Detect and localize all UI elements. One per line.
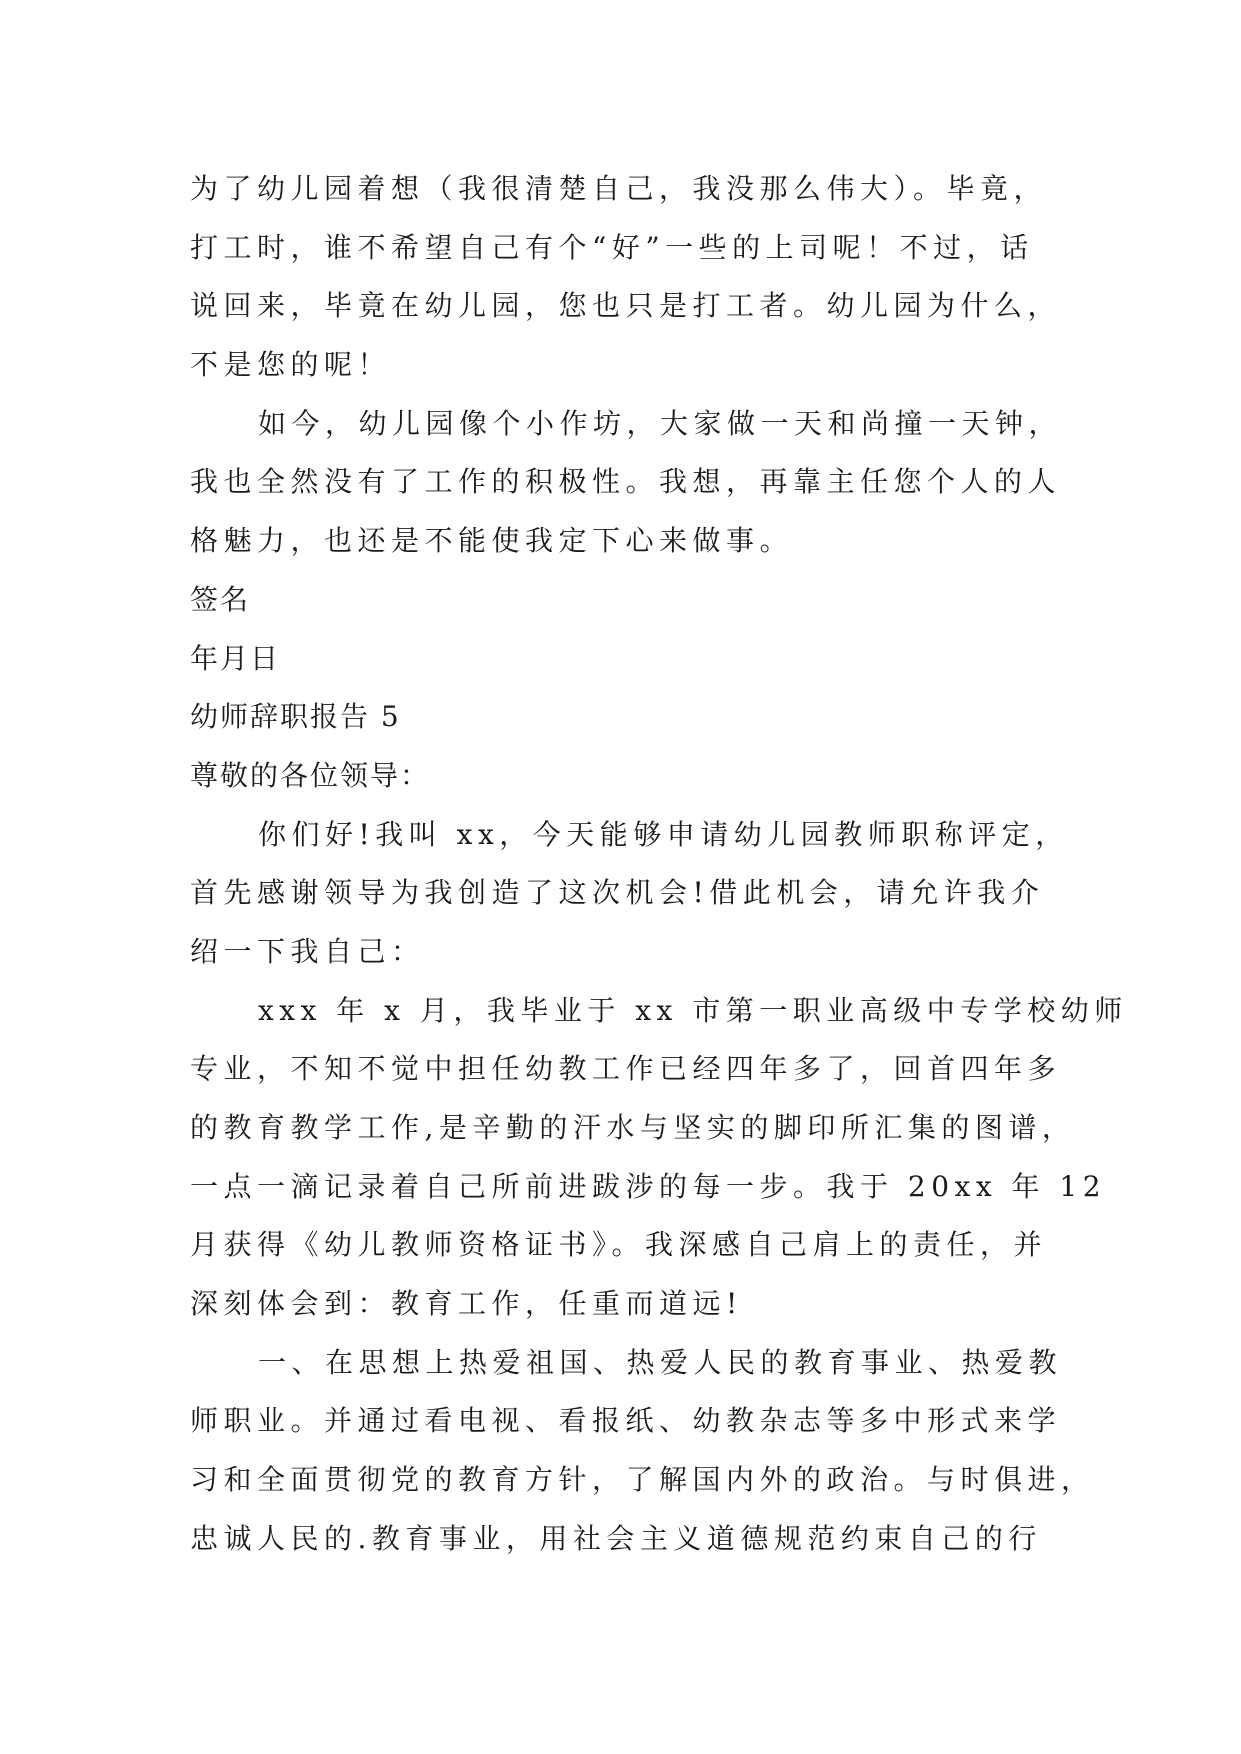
- date-label: 年月日: [190, 641, 281, 675]
- paragraph-first-line: 如今，幼儿园像个小作坊，大家做一天和尚撞一天钟，: [258, 406, 1063, 440]
- text-line: 月获得《幼儿教师资格证书》。我深感自己肩上的责任，并: [190, 1228, 1048, 1262]
- document-body: [190, 160, 1128, 1569]
- text-line: 忠诚人民的.教育事业，用社会主义道德规范约束自己的行: [190, 1521, 1042, 1555]
- text-line: 格魅力，也还是不能使我定下心来做事。: [190, 524, 794, 558]
- text-line: 首先感谢领导为我创造了这次机会!借此机会，请允许我介: [190, 876, 1045, 910]
- text-line: 打工时，谁不希望自己有个“好”一些的上司呢！不过，话: [190, 230, 1034, 264]
- text-line: 深刻体会到：教育工作，任重而道远!: [190, 1287, 743, 1321]
- text-line: 习和全面贯彻党的教育方针，了解国内外的政治。与时俱进，: [190, 1463, 1095, 1497]
- section-title: 幼师辞职报告 5: [190, 700, 401, 734]
- signature-label: 签名: [190, 582, 251, 616]
- text-line: 我也全然没有了工作的积极性。我想，再靠主任您个人的人: [190, 465, 1062, 499]
- text-line: 说回来，毕竟在幼儿园，您也只是打工者。幼儿园为什么，: [190, 289, 1062, 323]
- text-line: 绍一下我自己：: [190, 934, 425, 968]
- salutation: 尊敬的各位领导：: [190, 758, 431, 792]
- text-line: 师职业。并通过看电视、看报纸、幼教杂志等多中形式来学: [190, 1404, 1062, 1438]
- text-line: 专业，不知不觉中担任幼教工作已经四年多了，回首四年多: [190, 1052, 1062, 1086]
- text-line: 的教育教学工作,是辛勤的汗水与坚实的脚印所汇集的图谱，: [190, 1111, 1076, 1144]
- paragraph-first-line: xxx 年 x 月，我毕业于 xx 市第一职业高级中专学校幼师: [258, 993, 1128, 1027]
- paragraph-first-line: 你们好!我叫 xx，今天能够申请幼儿园教师职称评定，: [258, 817, 1069, 851]
- text-line: 为了幼儿园着想（我很清楚自己，我没那么伟大）。毕竟，: [190, 172, 1048, 205]
- paragraph-first-line: 一、在思想上热爱祖国、热爱人民的教育事业、热爱教: [258, 1345, 1063, 1379]
- text-line: 一点一滴记录着自己所前进跋涉的每一步。我于 20xx 年 12: [190, 1169, 1107, 1203]
- text-line: 不是您的呢！: [190, 348, 392, 382]
